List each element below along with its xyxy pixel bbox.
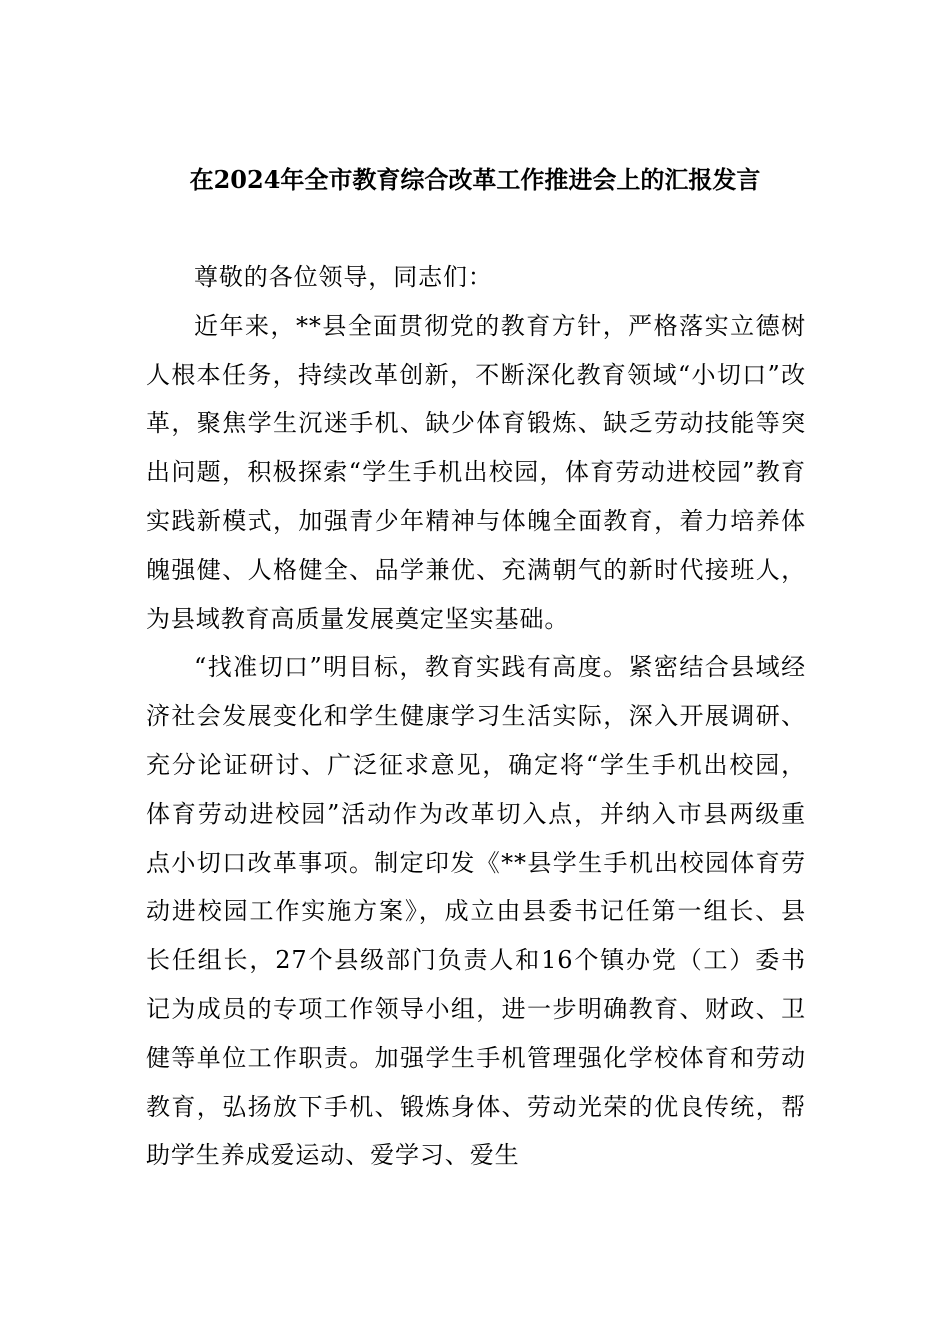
salutation: 尊敬的各位领导，同志们： — [194, 263, 493, 291]
paragraph-intro: 近年来，**县全面贯彻党的教育方针，严格落实立德树人根本任务，持续改革创新，不断深化教育领域“小切口”改革，聚焦学生沉迷手机、缺少体育锻炼、缺乏劳动技能等突出问题，积极探索“学生手机出校园，体育劳动进校园”教育实践新模式，加强青少年精神与体魄全面教育，着力培养体魄强健、人格健全、品学兼优、充满朝气的新时代接班人，为县域教育高质量发展奠定坚实基础。 — [146, 311, 806, 633]
paragraph-section-1: “找准切口”明目标，教育实践有高度。紧密结合县域经济社会发展变化和学生健康学习生活实际，深入开展调研、充分论证研讨、广泛征求意见，确定将“学生手机出校园，体育劳动进校园”活动作为改革切入点，并纳入市县两级重点小切口改革事项。制定印发《**县学生手机出校园体育劳动进校园工作实施方案》，成立由县委书记任第一组长、县长任组长，27个县级部门负责人和16个镇办党（工）委书记为成员的专项工作领导小组，进一步明确教育、财政、卫健等单位工作职责。加强学生手机管理强化学校体育和劳动教育，弘扬放下手机、锻炼身体、劳动光荣的优良传统，帮助学生养成爱运动、爱学习、爱生 — [146, 653, 806, 1170]
document-title: 在2024年全市教育综合改革工作推进会上的汇报发言 — [189, 165, 761, 194]
document-body — [146, 253, 806, 1180]
